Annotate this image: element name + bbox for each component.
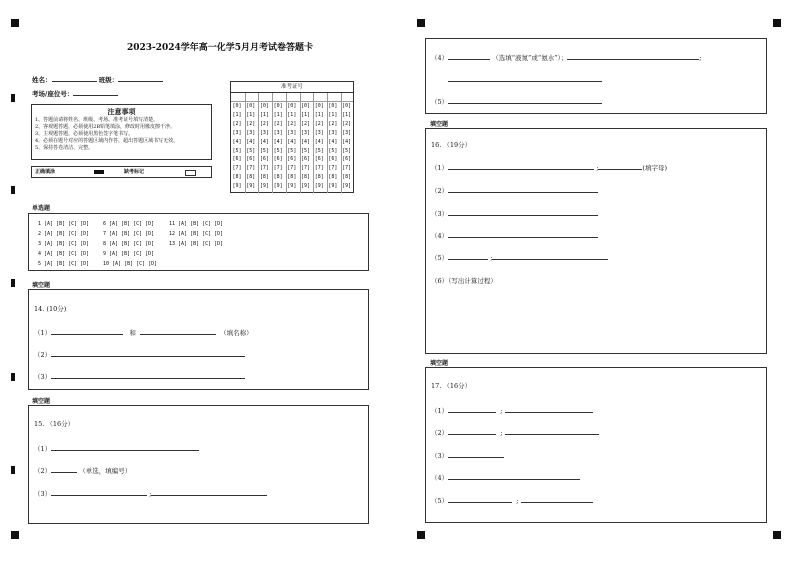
exam-id-digit-bubble[interactable]: [2]	[287, 120, 297, 127]
separator: ;	[699, 54, 702, 62]
exam-id-digit-bubble[interactable]: [1]	[328, 111, 338, 118]
exam-id-digit-bubble[interactable]: [2]	[314, 120, 324, 127]
q15-section-title: 填空题	[32, 398, 51, 405]
q16-part2[interactable]	[431, 184, 598, 195]
exam-id-digit-bubble[interactable]: [5]	[342, 147, 352, 154]
exam-id-digit-bubble[interactable]: [0]	[259, 103, 269, 109]
exam-id-digit-bubble[interactable]: [3]	[246, 129, 256, 136]
exam-id-digit-bubble[interactable]: [8]	[246, 174, 256, 181]
notice-item: 3、主观题答题，必须使用黑色签字笔书写。	[35, 131, 134, 137]
exam-id-digit-bubble[interactable]: [7]	[259, 165, 269, 172]
exam-id-digit-bubble[interactable]: [6]	[287, 156, 297, 163]
exam-id-digit-bubble[interactable]: [4]	[301, 138, 311, 145]
exam-id-digit-bubble[interactable]: [1]	[287, 111, 297, 118]
corner-mark	[11, 531, 19, 539]
corner-mark	[11, 19, 19, 27]
exam-id-digit-bubble[interactable]: [5]	[273, 147, 283, 154]
fill-example-box	[31, 166, 212, 178]
exam-id-digit-bubble[interactable]: [4]	[328, 138, 338, 145]
mcq-item[interactable]: 10 [A] [B] [C] [D]	[103, 261, 158, 267]
exam-id-digit-bubble[interactable]: [0]	[287, 103, 297, 109]
exam-id-digit-bubble[interactable]: [6]	[301, 156, 311, 163]
fill-note: （单选，填编号）	[79, 467, 132, 475]
q17-part3[interactable]	[431, 449, 504, 460]
exam-id-digit-bubble[interactable]: [5]	[314, 147, 324, 154]
exam-id-digit-bubble[interactable]: [0]	[314, 103, 324, 109]
exam-id-digit-bubble[interactable]: [2]	[328, 120, 338, 127]
separator: ;	[596, 164, 599, 172]
exam-id-digit-bubble[interactable]: [3]	[287, 129, 297, 136]
notice-title: 注意事项	[107, 107, 136, 116]
q17-box	[425, 367, 767, 523]
correct-fill-swatch	[94, 170, 104, 174]
cont-part4[interactable]	[431, 51, 701, 62]
part-label: （4）	[431, 232, 449, 240]
name-field[interactable]	[32, 73, 163, 84]
exam-id-digit-bubble[interactable]: [6]	[232, 156, 242, 163]
part-label: （2）	[431, 187, 449, 195]
exam-id-digit-bubble[interactable]: [4]	[287, 138, 297, 145]
q14-part1[interactable]	[34, 326, 253, 337]
exam-id-digit-bubble[interactable]: [1]	[232, 111, 242, 118]
mcq-item[interactable]: 9 [A] [B] [C] [D]	[103, 251, 155, 257]
exam-id-digit-bubble[interactable]: [6]	[259, 156, 269, 163]
q17-section-title: 填空题	[430, 360, 449, 367]
q16-part3[interactable]	[431, 207, 598, 218]
exam-id-digit-bubble[interactable]: [0]	[328, 103, 338, 109]
corner-mark	[417, 531, 425, 539]
part-label: （4）	[431, 474, 449, 482]
exam-id-digit-bubble[interactable]: [5]	[287, 147, 297, 154]
exam-id-digit-bubble[interactable]: [4]	[342, 138, 352, 145]
separator: ;	[516, 497, 519, 505]
q17-part2[interactable]	[431, 426, 599, 437]
exam-id-digit-bubble[interactable]: [9]	[246, 183, 256, 190]
q17-heading: 17. （16分）	[431, 382, 472, 390]
exam-id-digit-bubble[interactable]: [9]	[328, 183, 338, 190]
part-label: （1）	[34, 329, 52, 337]
exam-id-digit-bubble[interactable]: [4]	[259, 138, 269, 145]
mcq-item[interactable]: 4 [A] [B] [C] [D]	[38, 251, 90, 257]
part-label: （1）	[431, 164, 449, 172]
exam-id-digit-bubble[interactable]: [4]	[314, 138, 324, 145]
exam-id-digit-bubble[interactable]: [3]	[232, 129, 242, 136]
page-title: 2023-2024学年高一化学5月月考试卷答题卡	[126, 43, 314, 53]
mcq-item[interactable]: 12 [A] [B] [C] [D]	[169, 231, 224, 237]
timing-mark	[11, 186, 15, 194]
mcq-item[interactable]: 8 [A] [B] [C] [D]	[103, 241, 155, 247]
part-label: （2）	[34, 467, 52, 475]
exam-id-digit-bubble[interactable]: [1]	[301, 111, 311, 118]
part-label: （1）	[34, 445, 52, 453]
exam-id-digit-bubble[interactable]: [6]	[246, 156, 256, 163]
exam-id-digit-bubble[interactable]: [8]	[342, 174, 352, 181]
exam-id-digit-bubble[interactable]: [7]	[246, 165, 256, 172]
exam-id-digit-bubble[interactable]: [9]	[232, 183, 242, 190]
q16-part5[interactable]	[431, 251, 608, 262]
part-label: （5）	[431, 98, 449, 106]
corner-mark	[773, 531, 781, 539]
exam-id-digit-bubble[interactable]: [7]	[314, 165, 324, 172]
part-label: （3）	[34, 490, 52, 498]
exam-id-digit-bubble[interactable]: [7]	[328, 165, 338, 172]
cont-line[interactable]	[448, 73, 602, 84]
q15-box	[28, 405, 369, 524]
exam-id-digit-bubble[interactable]: [6]	[328, 156, 338, 163]
q16-part1[interactable]	[431, 161, 667, 172]
exam-id-digit-bubble[interactable]: [2]	[301, 120, 311, 127]
corner-mark	[417, 19, 425, 27]
exam-id-digit-bubble[interactable]: [5]	[259, 147, 269, 154]
exam-id-digit-bubble[interactable]: [9]	[259, 183, 269, 190]
q14-part3[interactable]	[34, 370, 245, 381]
exam-id-digit-bubble[interactable]: [3]	[259, 129, 269, 136]
exam-id-digit-bubble[interactable]: [2]	[342, 120, 352, 127]
separator: ;	[490, 254, 493, 262]
exam-id-digit-bubble[interactable]: [1]	[314, 111, 324, 118]
exam-id-digit-bubble[interactable]: [8]	[259, 174, 269, 181]
mcq-item[interactable]: 2 [A] [B] [C] [D]	[38, 231, 90, 237]
exam-id-digit-bubble[interactable]: [7]	[273, 165, 283, 172]
corner-mark	[773, 19, 781, 27]
q15-heading: 15. （16分）	[34, 420, 75, 428]
exam-id-digit-bubble[interactable]: [9]	[314, 183, 324, 190]
exam-id-digit-bubble[interactable]: [8]	[273, 174, 283, 181]
exam-id-digit-bubble[interactable]: [1]	[342, 111, 352, 118]
exam-id-digit-bubble[interactable]: [4]	[246, 138, 256, 145]
notice-item: 1、答题前请将姓名、班级、考场、准考证号填写清楚。	[35, 117, 159, 123]
exam-id-digit-bubble[interactable]: [6]	[273, 156, 283, 163]
exam-id-digit-bubble[interactable]: [8]	[328, 174, 338, 181]
exam-id-digit-bubble[interactable]: [0]	[301, 103, 311, 109]
mcq-item[interactable]: 1 [A] [B] [C] [D]	[38, 221, 90, 227]
exam-id-digit-bubble[interactable]: [7]	[342, 165, 352, 172]
exam-id-digit-bubble[interactable]: [2]	[246, 120, 256, 127]
exam-id-digit-bubble[interactable]: [9]	[287, 183, 297, 190]
exam-id-digit-bubble[interactable]: [1]	[273, 111, 283, 118]
exam-id-digit-bubble[interactable]: [8]	[232, 174, 242, 181]
exam-id-digit-bubble[interactable]: [5]	[246, 147, 256, 154]
fill-note: (填字母)	[642, 164, 667, 172]
q14-part2[interactable]	[34, 348, 245, 359]
q15-part3[interactable]	[34, 487, 267, 498]
exam-id-digit-bubble[interactable]: [2]	[273, 120, 283, 127]
exam-id-digit-bubble[interactable]: [6]	[314, 156, 324, 163]
exam-id-digit-bubble[interactable]: [6]	[342, 156, 352, 163]
mcq-item[interactable]: 11 [A] [B] [C] [D]	[169, 221, 224, 227]
q15-part1[interactable]	[34, 442, 199, 453]
part-label: （5）	[431, 497, 449, 505]
part-label: （3）	[431, 210, 449, 218]
name-label: 姓名：	[32, 76, 52, 84]
exam-id-digit-bubble[interactable]: [5]	[232, 147, 242, 154]
notice-item: 2、客观题答题，必须使用2B铅笔填涂，修改时用橡皮擦干净。	[35, 124, 176, 130]
mcq-section-title: 单选题	[32, 205, 51, 212]
exam-id-digit-bubble[interactable]: [1]	[246, 111, 256, 118]
exam-id-digit-bubble[interactable]: [7]	[287, 165, 297, 172]
timing-mark	[11, 373, 15, 381]
timing-mark	[11, 466, 15, 474]
exam-id-digit-bubble[interactable]: [9]	[273, 183, 283, 190]
absent-mark-box[interactable]	[185, 170, 196, 176]
q15-part2[interactable]	[34, 464, 131, 475]
q16-section-title: 填空题	[430, 121, 449, 128]
timing-mark	[11, 94, 15, 102]
exam-id-title: 准考证号	[231, 82, 353, 93]
seat-field[interactable]	[32, 87, 118, 98]
separator: ;	[149, 490, 152, 498]
part-label: （4）	[431, 54, 449, 62]
exam-id-digit-bubble[interactable]: [9]	[342, 183, 352, 190]
fill-note: （选填“液氮”或“氨水”）；	[492, 54, 568, 62]
exam-id-digit-bubble[interactable]: [3]	[328, 129, 338, 136]
correct-fill-label: 正确填涂	[35, 169, 56, 175]
exam-id-digit-bubble[interactable]: [4]	[273, 138, 283, 145]
mcq-item[interactable]: 13 [A] [B] [C] [D]	[169, 241, 224, 247]
exam-id-digit-bubble[interactable]: [3]	[301, 129, 311, 136]
mcq-item[interactable]: 6 [A] [B] [C] [D]	[103, 221, 155, 227]
exam-id-digit-bubble[interactable]: [0]	[342, 103, 352, 109]
exam-id-digit-bubble[interactable]: [2]	[232, 120, 242, 127]
exam-id-digit-bubble[interactable]: [5]	[328, 147, 338, 154]
part-label: （2）	[431, 429, 449, 437]
part-label: （5）	[431, 254, 449, 262]
q16-part6: （6）（写出计算过程）	[431, 277, 497, 285]
cont-part5[interactable]	[431, 95, 602, 106]
exam-id-digit-bubble[interactable]: [3]	[314, 129, 324, 136]
and-label: 和	[129, 329, 136, 337]
mcq-item[interactable]: 5 [A] [B] [C] [D]	[38, 261, 90, 267]
part-label: （3）	[34, 373, 52, 381]
separator: ;	[500, 429, 503, 437]
class-label: 班级：	[98, 76, 119, 84]
q16-heading: 16. （19分）	[431, 141, 472, 149]
exam-id-digit-bubble[interactable]: [4]	[232, 138, 242, 145]
part-label: （1）	[431, 407, 449, 415]
q17-part1[interactable]	[431, 404, 593, 415]
part-label: （2）	[34, 351, 52, 359]
exam-id-digit-bubble[interactable]: [3]	[273, 129, 283, 136]
exam-id-digit-bubble[interactable]: [3]	[342, 129, 352, 136]
exam-id-grid[interactable]	[231, 93, 353, 193]
fill-note: （填名称）	[220, 329, 253, 337]
exam-id-digit-bubble[interactable]: [8]	[301, 174, 311, 181]
separator: ;	[500, 407, 503, 415]
absent-mark-label: 缺考标记	[124, 169, 145, 175]
exam-id-digit-bubble[interactable]: [0]	[273, 103, 283, 109]
exam-id-digit-bubble[interactable]: [7]	[301, 165, 311, 172]
exam-id-digit-bubble[interactable]: [9]	[301, 183, 311, 190]
exam-id-box	[230, 81, 354, 193]
exam-id-digit-bubble[interactable]: [8]	[287, 174, 297, 181]
seat-label: 考场/座位号：	[32, 90, 74, 98]
grid-header-divider	[231, 101, 353, 102]
notice-item: 4、必须在题号对应的答题区域内作答，超出答题区域书写无效。	[35, 138, 179, 144]
exam-id-digit-bubble[interactable]: [1]	[259, 111, 269, 118]
notice-item: 5、保持答卷清洁、完整。	[35, 145, 94, 151]
q14-section-title: 填空题	[32, 282, 51, 289]
exam-id-digit-bubble[interactable]: [2]	[259, 120, 269, 127]
q14-box	[28, 289, 369, 390]
mcq-item[interactable]: 3 [A] [B] [C] [D]	[38, 241, 90, 247]
exam-id-digit-bubble[interactable]: [5]	[301, 147, 311, 154]
mcq-item[interactable]: 7 [A] [B] [C] [D]	[103, 231, 155, 237]
exam-id-digit-bubble[interactable]: [0]	[232, 103, 242, 109]
mcq-box	[28, 213, 369, 271]
q16-box	[425, 128, 767, 354]
q16-part4[interactable]	[431, 229, 598, 240]
notice-box	[31, 104, 212, 160]
q17-part4[interactable]	[431, 471, 580, 482]
part-label: （3）	[431, 452, 449, 460]
exam-id-digit-bubble[interactable]: [7]	[232, 165, 242, 172]
timing-mark	[11, 279, 15, 287]
q14-heading: 14. (10分)	[34, 305, 67, 313]
exam-id-digit-bubble[interactable]: [0]	[246, 103, 256, 109]
exam-id-digit-bubble[interactable]: [8]	[314, 174, 324, 181]
continued-box	[425, 38, 767, 114]
q17-part5[interactable]	[431, 494, 593, 505]
